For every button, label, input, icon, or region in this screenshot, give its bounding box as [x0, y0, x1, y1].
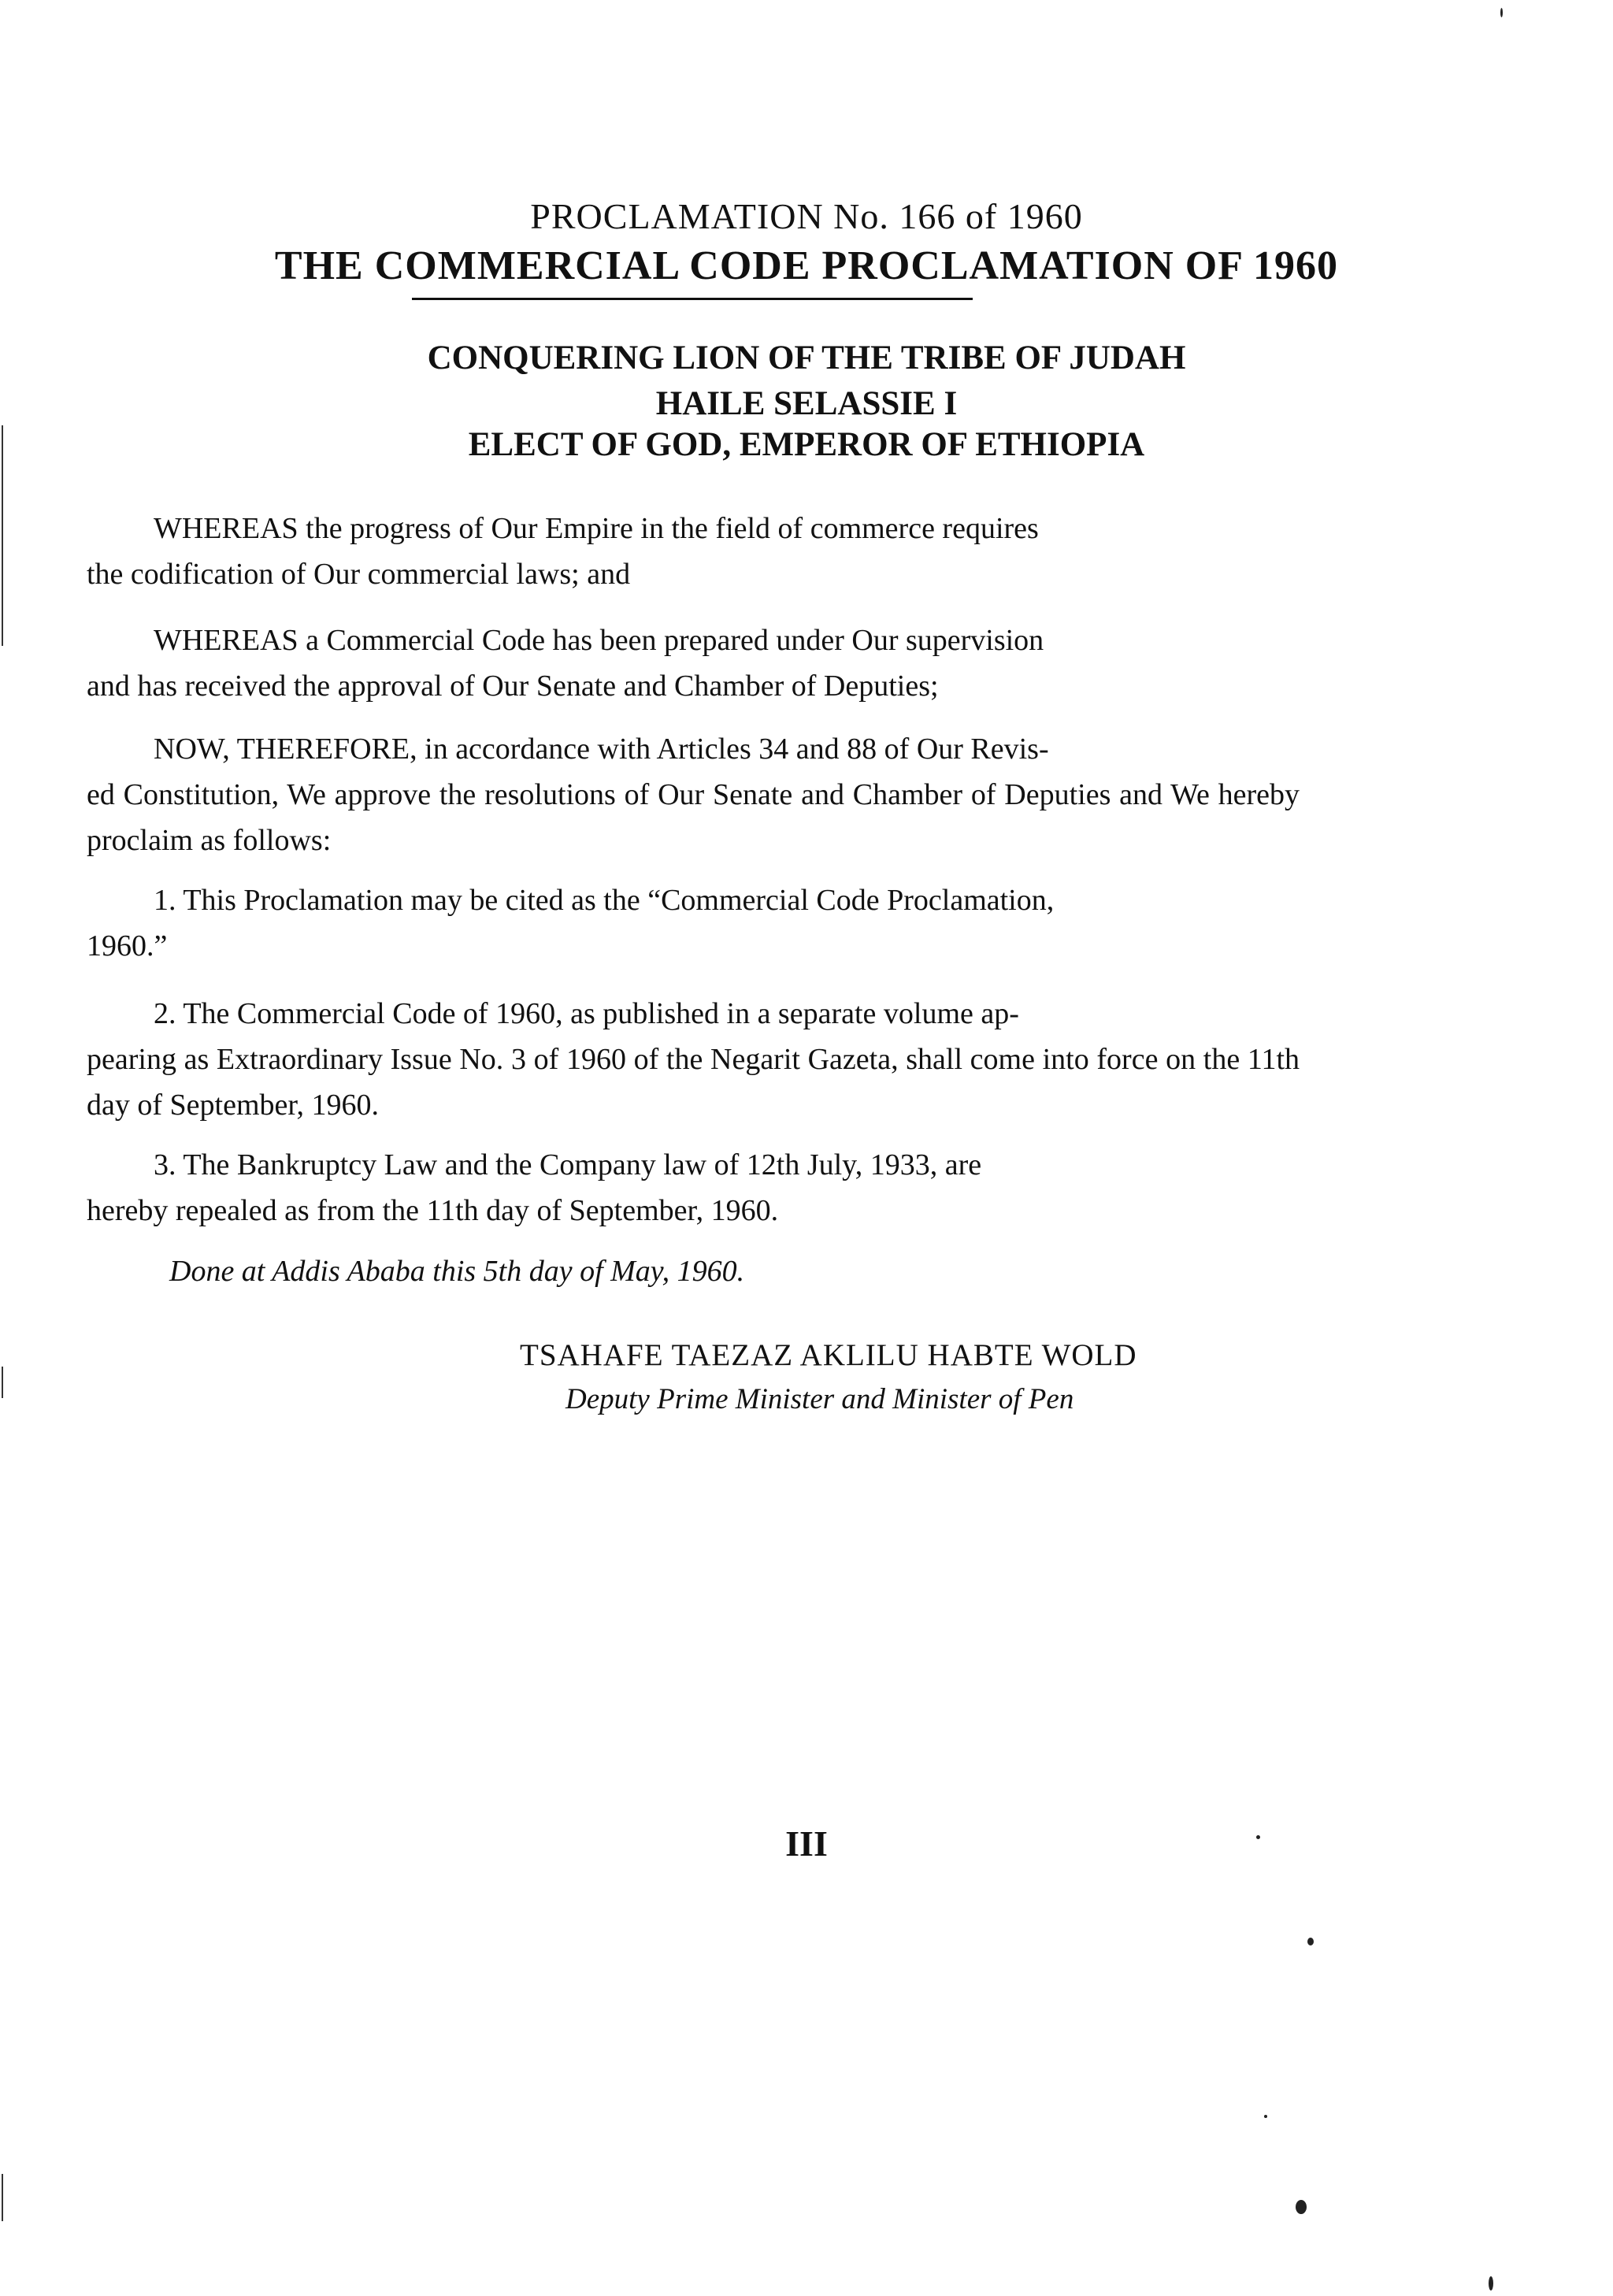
title-underline	[412, 298, 973, 300]
scan-speck	[1264, 2115, 1267, 2118]
scan-speck	[1296, 2200, 1307, 2214]
scan-speck	[1500, 8, 1503, 17]
paragraph-first-line: NOW, THEREFORE, in accordance with Articles 34 and 88 of Our Revis-	[154, 733, 1049, 766]
signer-title: Deputy Prime Minister and Minister of Pen	[565, 1383, 1074, 1415]
paragraph-continuation: pearing as Extraordinary Issue No. 3 of 1960 of the Negarit Gazeta, shall come into force on the 11th day of September, 1960.	[87, 1043, 1300, 1122]
paragraph-first-line: WHEREAS a Commercial Code has been prepared under Our supervision	[154, 624, 1044, 657]
paragraph-now-therefore	[87, 726, 1300, 863]
paragraph-continuation: and has received the approval of Our Senate and Chamber of Deputies;	[87, 670, 939, 703]
paragraph-continuation: hereby repealed as from the 11th day of September, 1960.	[87, 1194, 779, 1227]
scan-edge-mark	[2, 425, 3, 646]
heading-conquering-lion: CONQUERING LION OF THE TRIBE OF JUDAH	[427, 339, 1186, 376]
paragraph-continuation: the codification of Our commercial laws; and	[87, 558, 631, 591]
heading-haile-selassie: HAILE SELASSIE I	[655, 385, 958, 422]
paragraph-whereas-code-prepared	[87, 618, 1300, 709]
paragraph-first-line: 2. The Commercial Code of 1960, as published in a separate volume ap-	[154, 997, 1019, 1030]
paragraph-continuation: 1960.”	[87, 929, 168, 963]
paragraph-first-line: 3. The Bankruptcy Law and the Company law of 12th July, 1933, are	[154, 1148, 982, 1181]
done-at-line: Done at Addis Ababa this 5th day of May, 1960.	[169, 1255, 745, 1288]
article-1-short-title	[87, 877, 1300, 969]
paragraph-whereas-progress	[87, 506, 1300, 597]
signer-name: TSAHAFE TAEZAZ AKLILU HABTE WOLD	[520, 1338, 1137, 1372]
page-number: III	[785, 1823, 828, 1864]
scan-speck	[1489, 2276, 1493, 2290]
paragraph-first-line: 1. This Proclamation may be cited as the “Commercial Code Proclamation,	[154, 884, 1055, 917]
heading-elect-of-god: ELECT OF GOD, EMPEROR OF ETHIOPIA	[468, 426, 1145, 463]
paragraph-continuation: ed Constitution, We approve the resolutions of Our Senate and Chamber of Deputies and We hereby proclaim as follows:	[87, 778, 1300, 857]
proclamation-number: PROCLAMATION No. 166 of 1960	[530, 196, 1083, 236]
article-3-repeal	[87, 1142, 1300, 1233]
paragraph-first-line: WHEREAS the progress of Our Empire in the field of commerce requires	[154, 512, 1039, 545]
scan-speck	[1307, 1938, 1314, 1945]
scan-edge-mark	[2, 2174, 3, 2221]
scan-edge-mark	[2, 1367, 3, 1398]
scan-speck	[1256, 1835, 1260, 1839]
document-title: THE COMMERCIAL CODE PROCLAMATION OF 1960	[274, 243, 1339, 288]
article-2-entry-into-force	[87, 991, 1300, 1128]
